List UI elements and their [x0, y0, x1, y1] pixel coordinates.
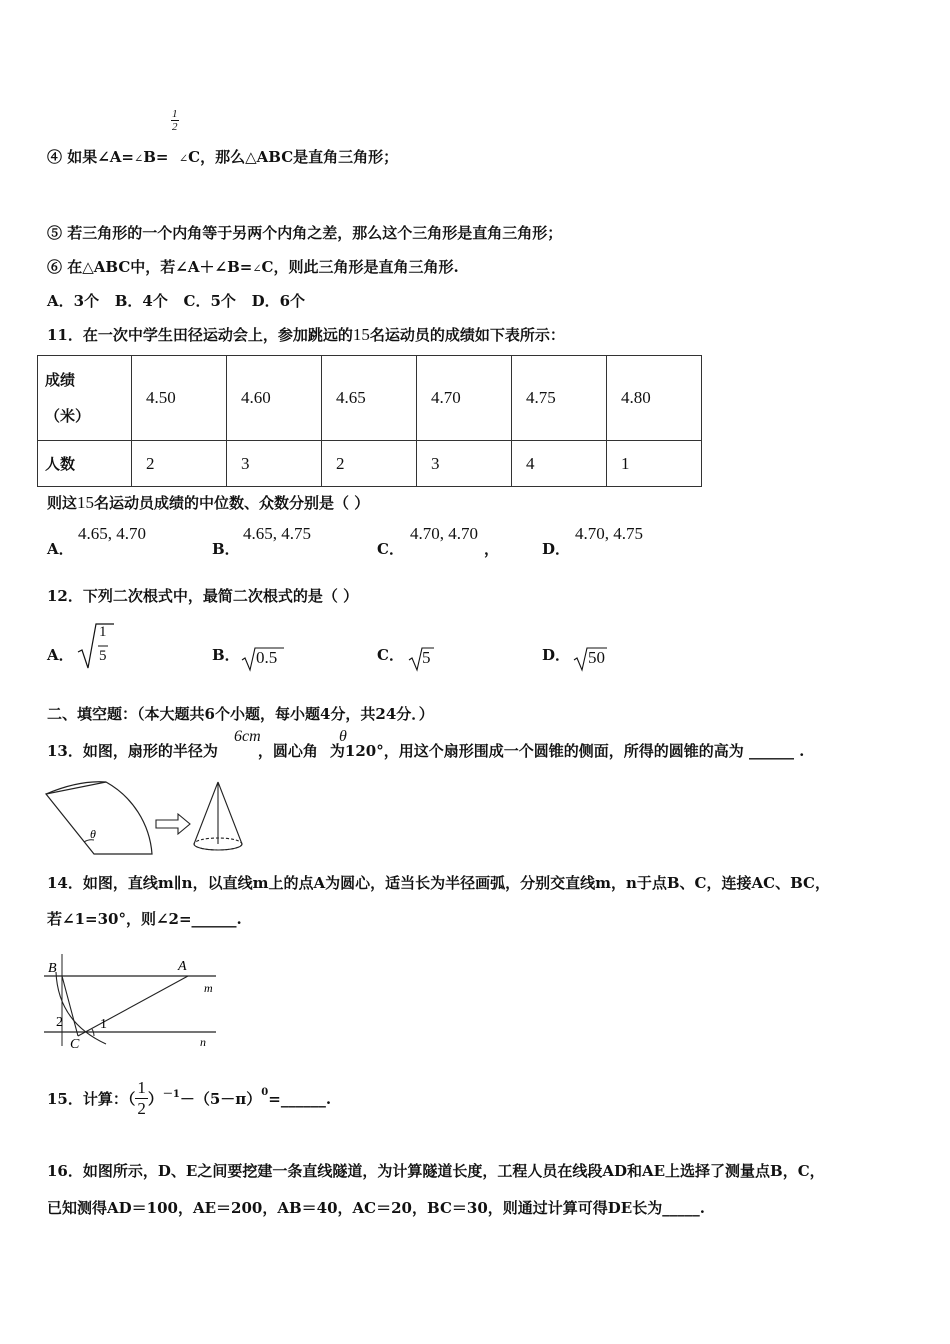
half-numerator: 1: [172, 108, 178, 120]
table-header-count: 人数: [38, 441, 132, 487]
section-heading: 二、填空题：（本大题共6个小题，每小题4分，共24分．）: [47, 705, 434, 723]
label-B: B: [48, 961, 57, 976]
label-C: C: [70, 1037, 80, 1052]
sector-theta-label: θ: [90, 827, 96, 841]
q13-theta: θ: [339, 728, 347, 745]
table-cell: 1: [607, 441, 702, 487]
half-denominator: 2: [172, 121, 178, 133]
label-angle-2: 2: [56, 1015, 63, 1030]
q11-option-a-label: A．: [47, 540, 74, 558]
table-header-score: 成绩 （米）: [38, 356, 132, 441]
q12-option-a-den: 5: [99, 648, 107, 664]
q11-option-c-label: C．: [377, 540, 404, 558]
q14-line1: 14．如图，直线m∥n，以直线m上的点A为圆心，适当长为半径画弧，分别交直线m，n于点B、C，连接AC、BC，: [47, 874, 830, 892]
q12-option-d-label: D．: [542, 646, 571, 664]
q12-option-a-sqrt: [76, 620, 116, 672]
statement-5: ⑤ 若三角形的一个内角等于另两个内角之差，那么这个三角形是直角三角形；: [47, 224, 563, 242]
q11-option-b-label: B．: [212, 540, 240, 558]
table-cell: 4: [512, 441, 607, 487]
q12-option-c-sqrt: [407, 646, 435, 672]
q12-option-a-label: A．: [47, 646, 74, 664]
statement-6: ⑥ 在△ABC中，若∠A＋∠B=∠C，则此三角形是直角三角形.: [47, 258, 459, 276]
q14-figure: [40, 952, 220, 1052]
label-n: n: [200, 1035, 206, 1049]
q12-stem: 12．下列二次根式中，最简二次根式的是（ ）: [47, 587, 359, 605]
q11-option-d-label: D．: [542, 540, 571, 558]
q13-figure: [44, 780, 254, 860]
q15-expression: 15．计算：（ $\frac{1}{2}$ ）－1－（5－π）0=______.: [47, 1078, 332, 1118]
q11-option-b-value: 4.65, 4.75: [243, 524, 311, 543]
q16-line1: 16．如图所示，D、E之间要挖建一条直线隧道，为计算隧道长度，工程人员在线段AD和AE上选择了测量点B，C，: [47, 1162, 825, 1180]
half-fraction: [171, 108, 179, 133]
table-cell: 4.60: [227, 356, 322, 441]
q15-fraction: $\frac{1}{2}$: [137, 1078, 146, 1118]
table-cell: 4.80: [607, 356, 702, 441]
q12-option-d-value: 50: [588, 648, 605, 667]
arrow-icon: [156, 814, 190, 834]
q11-option-c-value: 4.70, 4.70: [410, 524, 478, 543]
table-row: [38, 441, 702, 487]
table-cell: 3: [227, 441, 322, 487]
q16-line2: 已知测得AD＝100，AE＝200，AB＝40，AC＝20，BC＝30，则通过计算可得DE长为_____.: [47, 1199, 705, 1217]
q11-stem: 11．在一次中学生田径运动会上，参加跳远的15名运动员的成绩如下表所示：: [47, 325, 565, 344]
label-angle-1: 1: [100, 1017, 107, 1032]
label-A: A: [178, 959, 187, 974]
table-cell: 2: [132, 441, 227, 487]
label-m: m: [204, 981, 213, 995]
q14-line2: 若∠1=30°，则∠2=______.: [47, 910, 242, 928]
q11-option-d-value: 4.70, 4.75: [575, 524, 643, 543]
q12-option-b-label: B．: [212, 646, 240, 664]
table-cell: 3: [417, 441, 512, 487]
q11-option-a-value: 4.65, 4.70: [78, 524, 146, 543]
q12-option-a-num: 1: [99, 624, 107, 640]
table-cell: 4.50: [132, 356, 227, 441]
q10-options: A．3个 B．4个 C．5个 D．6个: [47, 292, 306, 310]
q12-option-c-label: C．: [377, 646, 404, 664]
table-cell: 4.75: [512, 356, 607, 441]
q11-option-c-comma: ，: [484, 540, 500, 558]
q11-question: 则这15名运动员成绩的中位数、众数分别是（ ）: [47, 493, 370, 512]
q13-radius: 6cm: [234, 728, 261, 745]
cone-icon: [194, 782, 242, 844]
q12-option-b-value: 0.5: [256, 648, 278, 667]
q13-stem: 13．如图，扇形的半径为 ，圆心角 为120°，用这个扇形围成一个圆锥的侧面，所得的圆锥的高为 ______ .: [47, 742, 805, 760]
table-cell: 4.65: [322, 356, 417, 441]
scores-table: [37, 355, 702, 487]
statement-4: ④ 如果∠A=∠B= ∠C，那么△ABC是直角三角形；: [47, 148, 399, 166]
table-cell: 4.70: [417, 356, 512, 441]
q12-option-c-value: 5: [422, 648, 431, 667]
table-row: [38, 356, 702, 441]
table-cell: 2: [322, 441, 417, 487]
